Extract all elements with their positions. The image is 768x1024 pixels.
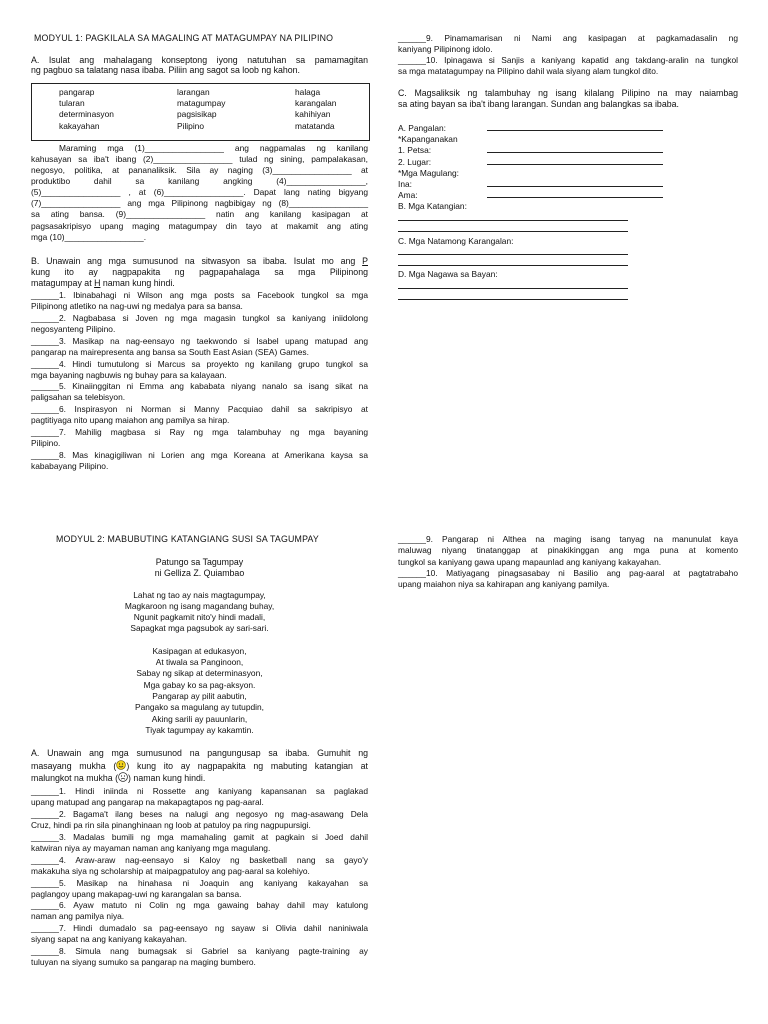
- m2-instruction-a-line: [31, 772, 205, 783]
- situation-item-line: ______7. Mahilig magbasa si Ray ng mga talambuhay ng mga bayaning: [31, 427, 368, 437]
- m1-instruction-b-text: matagumpay at: [31, 278, 95, 288]
- poem-title: Patungo sa Tagumpay: [155, 557, 244, 567]
- m2-instruction-a-text: masayang mukha (: [31, 761, 117, 771]
- form-label: *Mga Magulang:: [398, 168, 459, 178]
- answer-line: [398, 231, 628, 232]
- poem-line: Pangarap ay pilit aabutin,: [152, 691, 247, 701]
- answer-line: [398, 265, 628, 266]
- m1-instruction-b-line: [31, 278, 175, 288]
- sentence-item-line: ______10. Matiyagang pinagsasabay ni Basilio ang pag-aaral at pagtatrabaho: [398, 568, 738, 578]
- word-choice: larangan: [177, 87, 210, 97]
- answer-line: [487, 152, 663, 153]
- m1-instruction-b-line: [31, 256, 368, 266]
- word-choice: pangarap: [59, 87, 95, 97]
- m2-instruction-a-line: A. Unawain ang mga sumusunod na pangungusap sa ibaba. Gumuhit ng: [31, 748, 368, 758]
- m1-instruction-b-text: B. Unawain ang mga sumusunod na sitwasyon sa ibaba. Isulat mo ang: [31, 256, 363, 266]
- p-letter: P: [362, 256, 368, 266]
- situation-item-line: sa mga matatagumpay na Pilipino dahil wala siyang alam tungkol dito.: [398, 66, 659, 76]
- word-choice: tularan: [59, 98, 85, 108]
- sentence-item-line: tuluyan na siyang sumuko sa pangarap na maging bumbero.: [31, 957, 256, 967]
- situation-item-line: ______6. Inspirasyon ni Norman si Manny Pacquiao dahil sa sakripisyo at: [31, 404, 368, 414]
- situation-item-line: ______8. Mas kinagigiliwan ni Lorien ang mga Koreana at Amerikana kaysa sa: [31, 450, 368, 460]
- situation-item-line: pagtitiyaga nito upang maiahon ang pamilya sa hirap.: [31, 415, 230, 425]
- fill-in-paragraph-line: (5)_________________ , at (6)_________________. Dapat lang nating bigyang: [31, 187, 368, 197]
- situation-item-line: ______3. Masikap na nag-eensayo ng taekwondo si Isabel upang matupad ang: [31, 336, 368, 346]
- m1-instruction-a-line: ng pagbuo sa talatang nasa ibaba. Piliin ang sagot sa loob ng kahon.: [31, 65, 301, 75]
- sentence-item-line: ______1. Hindi iniinda ni Rossette ang kaniyang kapansanan sa paglakad: [31, 786, 368, 796]
- situation-item-line: ______4. Hindi tumutulong si Marcus sa proyekto ng kanilang grupo tungkol sa: [31, 359, 368, 369]
- form-label: Ina:: [398, 179, 412, 189]
- situation-item-line: paligsahan sa telebisyon.: [31, 392, 126, 402]
- sentence-item-line: ______8. Simula nang bumagsak si Gabriel sa kaniyang pagte-training ay: [31, 946, 368, 956]
- answer-line: [398, 288, 628, 289]
- situation-item-line: negosyanteng Pilipino.: [31, 324, 116, 334]
- word-choice: matatanda: [295, 121, 335, 131]
- word-choice: pagsisikap: [177, 109, 217, 119]
- word-choice: karangalan: [295, 98, 337, 108]
- situation-item-line: ______1. Ibinabahagi ni Wilson ang mga posts sa Facebook tungkol sa mga: [31, 290, 368, 300]
- form-label: A. Pangalan:: [398, 123, 446, 133]
- situation-item-line: ______9. Pinamamarisan ni Nami ang kasipagan at pagkamadasalin ng: [398, 33, 738, 43]
- situation-item-line: ______5. Kinaiinggitan ni Emma ang kababata niyang nanalo sa isang sikat na: [31, 381, 368, 391]
- h-letter: H: [94, 278, 101, 288]
- poem-line: Mga gabay ko sa pag-aksyon.: [143, 680, 256, 690]
- sentence-item-line: naman ang pamilya niya.: [31, 911, 125, 921]
- poem-line: At tiwala sa Panginoon,: [155, 657, 244, 667]
- happy-face-icon: [116, 760, 126, 770]
- word-choice: halaga: [295, 87, 321, 97]
- word-choice: Pilipino: [177, 121, 205, 131]
- situation-item-line: Pilipinong atletiko na nag-uwi ng medalya para sa bansa.: [31, 301, 243, 311]
- sentence-item-line: paglangoy upang makapag-uwi ng karangalan sa bansa.: [31, 889, 242, 899]
- situation-item-line: kababayang Pilipino.: [31, 461, 109, 471]
- poem-line: Kasipagan at edukasyon,: [152, 646, 247, 656]
- fill-in-paragraph-line: mga (10)_________________.: [31, 232, 147, 242]
- sentence-item-line: upang maiahon niya sa kahirapan ang kaniyang pamilya.: [398, 579, 610, 589]
- sentence-item-line: ______5. Masikap na hinahasa ni Joaquin ang kaniyang kakayahan sa: [31, 878, 368, 888]
- fill-in-paragraph-line: Maraming mga (1)_________________ ang nagpamalas ng kanilang: [59, 143, 368, 153]
- m1-instruction-c-line: sa ating bayan sa iba't ibang larangan. Sundan ang balangkas sa ibaba.: [398, 99, 679, 109]
- m1-instruction-b-line: kung ito ay nagpapakita ng pagpapahalaga sa mga Pilipinong: [31, 267, 368, 277]
- form-label: 1. Petsa:: [398, 145, 432, 155]
- answer-line: [487, 130, 663, 131]
- fill-in-paragraph-line: (7)_________________ ang mga Pilipinong nagbibigay ng (8)_________________: [31, 198, 368, 208]
- answer-line: [487, 186, 663, 187]
- sentence-item-line: makakuha siya ng scholarship at maipagpatuloy ang pag-aaral sa kolehiyo.: [31, 866, 310, 876]
- form-label: C. Mga Natamong Karangalan:: [398, 236, 514, 246]
- poem-line: Sapagkat mga pagsubok ay sari-sari.: [130, 623, 269, 633]
- form-label: Ama:: [398, 190, 418, 200]
- form-label: *Kapanganakan: [398, 134, 458, 144]
- fill-in-paragraph-line: produktibo dahil sa kanilang angking (4)_________________,: [31, 176, 368, 186]
- fill-in-paragraph-line: negosyo, politika, at pananaliksik. Sila ay naging (3)_________________ at: [31, 165, 368, 175]
- sentence-item-line: ______2. Bagama't ilang beses na nalugi ang negosyo ng mag-asawang Dela: [31, 809, 368, 819]
- poem-line: Pangako sa magulang ay tutupdin,: [135, 702, 264, 712]
- sentence-item-line: tungkol sa kaniyang gawa upang mapaunlad ang kaniyang kakayahan.: [398, 557, 662, 567]
- module1-title: MODYUL 1: PAGKILALA SA MAGALING AT MATAGUMPAY NA PILIPINO: [34, 33, 334, 43]
- situation-item-line: mga bayaning nagbuwis ng buhay para sa kalayaan.: [31, 370, 227, 380]
- poem-line: Magkaroon ng isang magandang buhay,: [124, 601, 275, 611]
- sentence-item-line: ______4. Araw-araw nag-eensayo si Kaloy ng basketball nang sa gayo'y: [31, 855, 368, 865]
- sentence-item-line: ______3. Madalas bumili ng mga mamahaling gamit at pagkain si Joed dahil: [31, 832, 368, 842]
- form-label: D. Mga Nagawa sa Bayan:: [398, 269, 498, 279]
- situation-item-line: pangarap na mairepresenta ang bansa sa South East Asian (SEA) Games.: [31, 347, 309, 357]
- sentence-item-line: siyang sapat na ang kaniyang kakayahan.: [31, 934, 187, 944]
- m2-instruction-a-text: malungkot na mukha (: [31, 773, 119, 783]
- fill-in-paragraph-line: kahusayan sa iba't ibang (2)_________________ tulad ng sining, pampalakasan,: [31, 154, 368, 164]
- sentence-item-line: upang matupad ang pangarap na makapagtapos ng pag-aaral.: [31, 797, 264, 807]
- answer-line: [398, 220, 628, 221]
- fill-in-paragraph-line: sa ating bansa. (9)_________________ natin ang kanilang kasipagan at: [31, 209, 368, 219]
- fill-in-paragraph-line: pagsasakripisyo upang maging matagumpay din tayo at makamit ang ating: [31, 221, 368, 231]
- sentence-item-line: katwiran niya ay mayaman naman ang kaniyang mga magulang.: [31, 843, 271, 853]
- sad-face-icon: [118, 772, 128, 782]
- m1-instruction-c-line: C. Magsaliksik ng talambuhay ng isang kilalang Pilipino na may naiambag: [398, 88, 738, 98]
- sentence-item-line: maluwag niyang tinatanggap at pinakikinggan ang mga puna at komento: [398, 545, 738, 555]
- answer-line: [487, 197, 663, 198]
- form-label: B. Mga Katangian:: [398, 201, 467, 211]
- poem-line: Sabay ng sikap at determinasyon,: [136, 668, 263, 678]
- answer-line: [398, 299, 628, 300]
- form-label: 2. Lugar:: [398, 157, 432, 167]
- m1-instruction-a-line: A. Isulat ang mahalagang konseptong iyong natutuhan sa pamamagitan: [31, 55, 368, 65]
- answer-line: [398, 254, 628, 255]
- module2-title: MODYUL 2: MABUBUTING KATANGIANG SUSI SA TAGUMPAY: [56, 534, 319, 544]
- poem-line: Lahat ng tao ay nais magtagumpay,: [133, 590, 266, 600]
- word-choice: kahihiyan: [295, 109, 331, 119]
- sentence-item-line: ______7. Hindi dumadalo sa pag-eensayo ng sayaw si Olivia dahil naniniwala: [31, 923, 368, 933]
- sentence-item-line: Cruz, hindi pa rin sila pinanghinaan ng loob at patuloy pa ring nagpupursigi.: [31, 820, 311, 830]
- word-choice: determinasyon: [59, 109, 114, 119]
- sentence-item-line: ______9. Pangarap ni Althea na maging isang tanyag na manunulat kaya: [398, 534, 738, 544]
- situation-item-line: Pilipino.: [31, 438, 61, 448]
- m2-instruction-a-text: ) naman kung hindi.: [128, 773, 206, 783]
- answer-line: [487, 164, 663, 165]
- word-choice: kakayahan: [59, 121, 100, 131]
- m1-instruction-b-text: naman kung hindi.: [100, 278, 175, 288]
- word-choice: matagumpay: [177, 98, 226, 108]
- m2-instruction-a-text: ) kung ito ay nagpapakita ng mabuting katangian at: [126, 761, 368, 771]
- situation-item-line: kaniyang Pilipinong idolo.: [398, 44, 493, 54]
- poem-line: Aking sarili ay pauunlarin,: [151, 714, 248, 724]
- poem-line: Ngunit pagkamit nito'y hindi madali,: [133, 612, 266, 622]
- poem-author: ni Gelliza Z. Quiambao: [154, 568, 245, 578]
- sentence-item-line: ______6. Ayaw matuto ni Colin ng mga gawaing bahay dahil may katulong: [31, 900, 368, 910]
- situation-item-line: ______2. Nagbabasa si Joven ng mga magasin tungkol sa kaniyang iniidolong: [31, 313, 368, 323]
- situation-item-line: ______10. Ipinagawa si Sanjis a kaniyang kapatid ang takdang-aralin na tungkol: [398, 55, 738, 65]
- m2-instruction-a-line: [31, 760, 368, 771]
- poem-line: Tiyak tagumpay ay kakamtin.: [145, 725, 254, 735]
